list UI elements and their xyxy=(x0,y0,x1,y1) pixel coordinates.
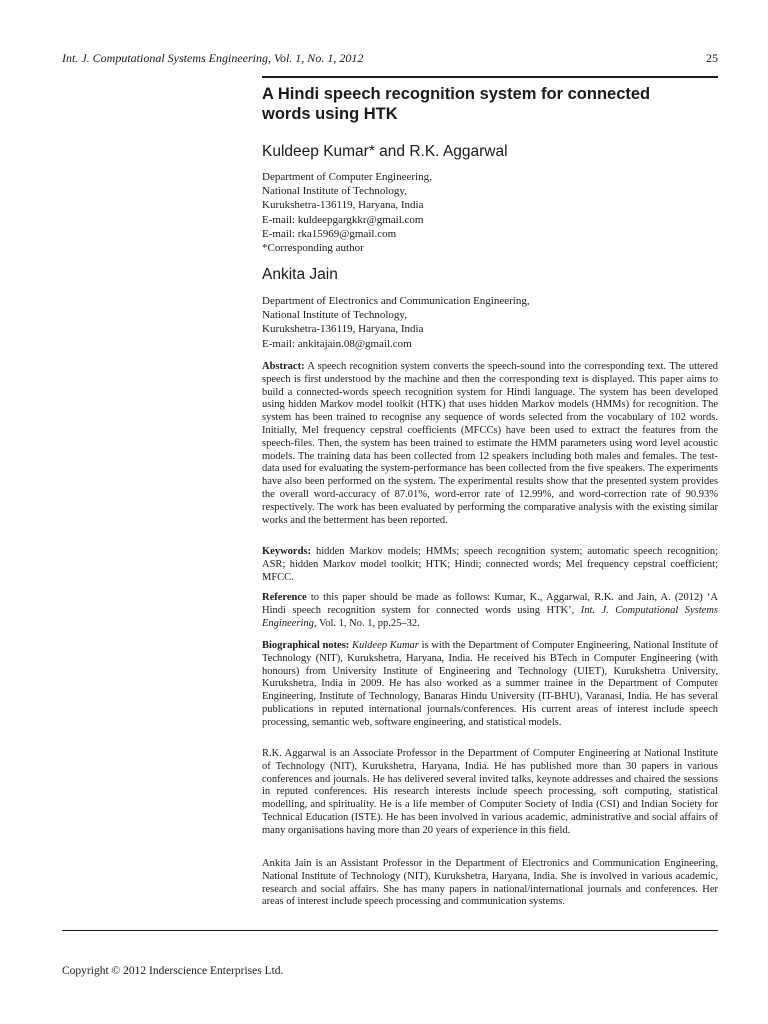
affiliation-line: National Institute of Technology, xyxy=(262,185,407,198)
keywords-label: Keywords: xyxy=(262,546,311,557)
bio-text: is with the Department of Computer Engineering, National Institute of Technology (NIT), Kurukshetra, Haryana, India. He received his BTech in Computer Engineering (with honours) from University Institute of Engineering and Technology (UIET), Kurukshetra University, Kurukshetra, India in 2009. He has also worked as a summer trainee in the Department of Computer Engineering, Institute of Technology, Banaras Hindu University (IT-BHU), Varanasi, India. He has several publications in reputed international journals/conferences. His current areas of interest include speech processing, semantic web, software engineering, and statistical models. xyxy=(262,640,719,728)
running-head xyxy=(62,50,718,66)
corresponding-note: *Corresponding author xyxy=(262,242,364,255)
email-line: E-mail: rka15969@gmail.com xyxy=(262,227,397,240)
author-affiliation xyxy=(262,294,718,351)
reference-text-end: , Vol. 1, No. 1, pp.25–32. xyxy=(313,617,420,629)
reference-label: Reference xyxy=(262,592,307,603)
affiliation-line: Department of Computer Engineering, xyxy=(262,171,432,183)
author-names: Kuldeep Kumar* and R.K. Aggarwal xyxy=(262,143,508,160)
email-line: E-mail: ankitajain.08@gmail.com xyxy=(262,337,412,350)
journal-citation: Int. J. Computational Systems Engineering, Vol. 1, No. 1, 2012 xyxy=(62,51,364,65)
title-rule xyxy=(262,76,718,78)
biographical-note xyxy=(262,640,718,730)
reference-text: to this paper should be made as follows: Kumar, K., Aggarwal, R.K. and Jain, A. (2012) ‘A Hindi speech recognition system for connected words using HTK’, xyxy=(262,592,718,616)
biographical-note: Ankita Jain is an Assistant Professor in the Department of Electronics and Communication Engineering, National Institute of Technology (NIT), Kurukshetra, Haryana, India. She is involved in various academic, research and social affairs. She has many papers in national/international journals and conferences. Her areas of interest include speech processing and communication systems. xyxy=(262,858,718,908)
biographical-note: R.K. Aggarwal is an Associate Professor in the Department of Computer Engineering at National Institute of Technology (NIT), Kurukshetra, Haryana, India. He has published more than 30 papers in various conferences and journals. He has delivered several invited talks, keynote addresses and chaired the sessions in reputed conferences. His research interests include speech processing, soft computing, statistical modelling, and spirituality. He is a life member of Computer Society of India (CSI) and Indian Society for Technical Education (ISTE). He has been involved in various academic, administrative and social affairs of many organisations having more than 20 years of experience in this field. xyxy=(262,748,718,836)
author-name: Ankita Jain xyxy=(262,266,338,283)
affiliation-line: Department of Electronics and Communication Engineering, xyxy=(262,295,530,307)
abstract-text: A speech recognition system converts the speech-sound into the corresponding text. The uttered speech is first understood by the machine and then the corresponding text is displayed. This paper aims to build a connected-words speech recognition system for Hindi language. The system has been developed using hidden Markov model toolkit (HTK) that uses hidden Markov models (HMMs) for recognition. The system has been trained to recognise any sequence of words selected from the vocabulary of 102 words. Initially, Mel frequency cepstral coefficients (MFCCs) have been used to extract the features from the speech-files. Then, the system has been trained to estimate the HMM parameters using word level acoustic models. The training data has been collected from 12 speakers including both males and females. The test-data used for evaluating the system-performance has been collected from the five speakers. The experiments have also been performed on the system. The experimental results show that the presented system provides the overall word-accuracy of 87.01%, word-error rate of 12.99%, and word-correction rate of 90.93% respectively. The work has been evaluated by performing the comparative analysis with the existing similar works and the betterment has been reported. xyxy=(262,361,718,526)
paper-title xyxy=(262,84,718,124)
bio-author-name: Kuldeep Kumar xyxy=(352,640,419,651)
reference xyxy=(262,592,718,630)
keywords-text: hidden Markov models; HMMs; speech recognition system; automatic speech recognition; ASR; hidden Markov model toolkit; HTK; Hindi; connected words; Mel frequency cepstral coefficient; MFCC. xyxy=(262,546,718,583)
affiliation-line: Kurukshetra-136119, Haryana, India xyxy=(262,323,424,336)
affiliation-line: National Institute of Technology, xyxy=(262,309,407,322)
keywords xyxy=(262,546,718,584)
copyright-notice: Copyright © 2012 Inderscience Enterprises Ltd. xyxy=(62,965,284,977)
author-affiliation xyxy=(262,170,718,255)
affiliation-line: Kurukshetra-136119, Haryana, India xyxy=(262,199,424,212)
footer-rule xyxy=(62,930,718,931)
abstract-label: Abstract: xyxy=(262,361,305,372)
email-line: E-mail: kuldeepgargkkr@gmail.com xyxy=(262,213,424,226)
title-line: words using HTK xyxy=(262,105,398,123)
bio-label: Biographical notes: xyxy=(262,640,350,651)
title-line: A Hindi speech recognition system for connected xyxy=(262,85,651,103)
page-number: 25 xyxy=(706,51,718,65)
abstract xyxy=(262,361,718,527)
reference-journal: Int. J. Computational Systems Engineering xyxy=(262,604,718,629)
